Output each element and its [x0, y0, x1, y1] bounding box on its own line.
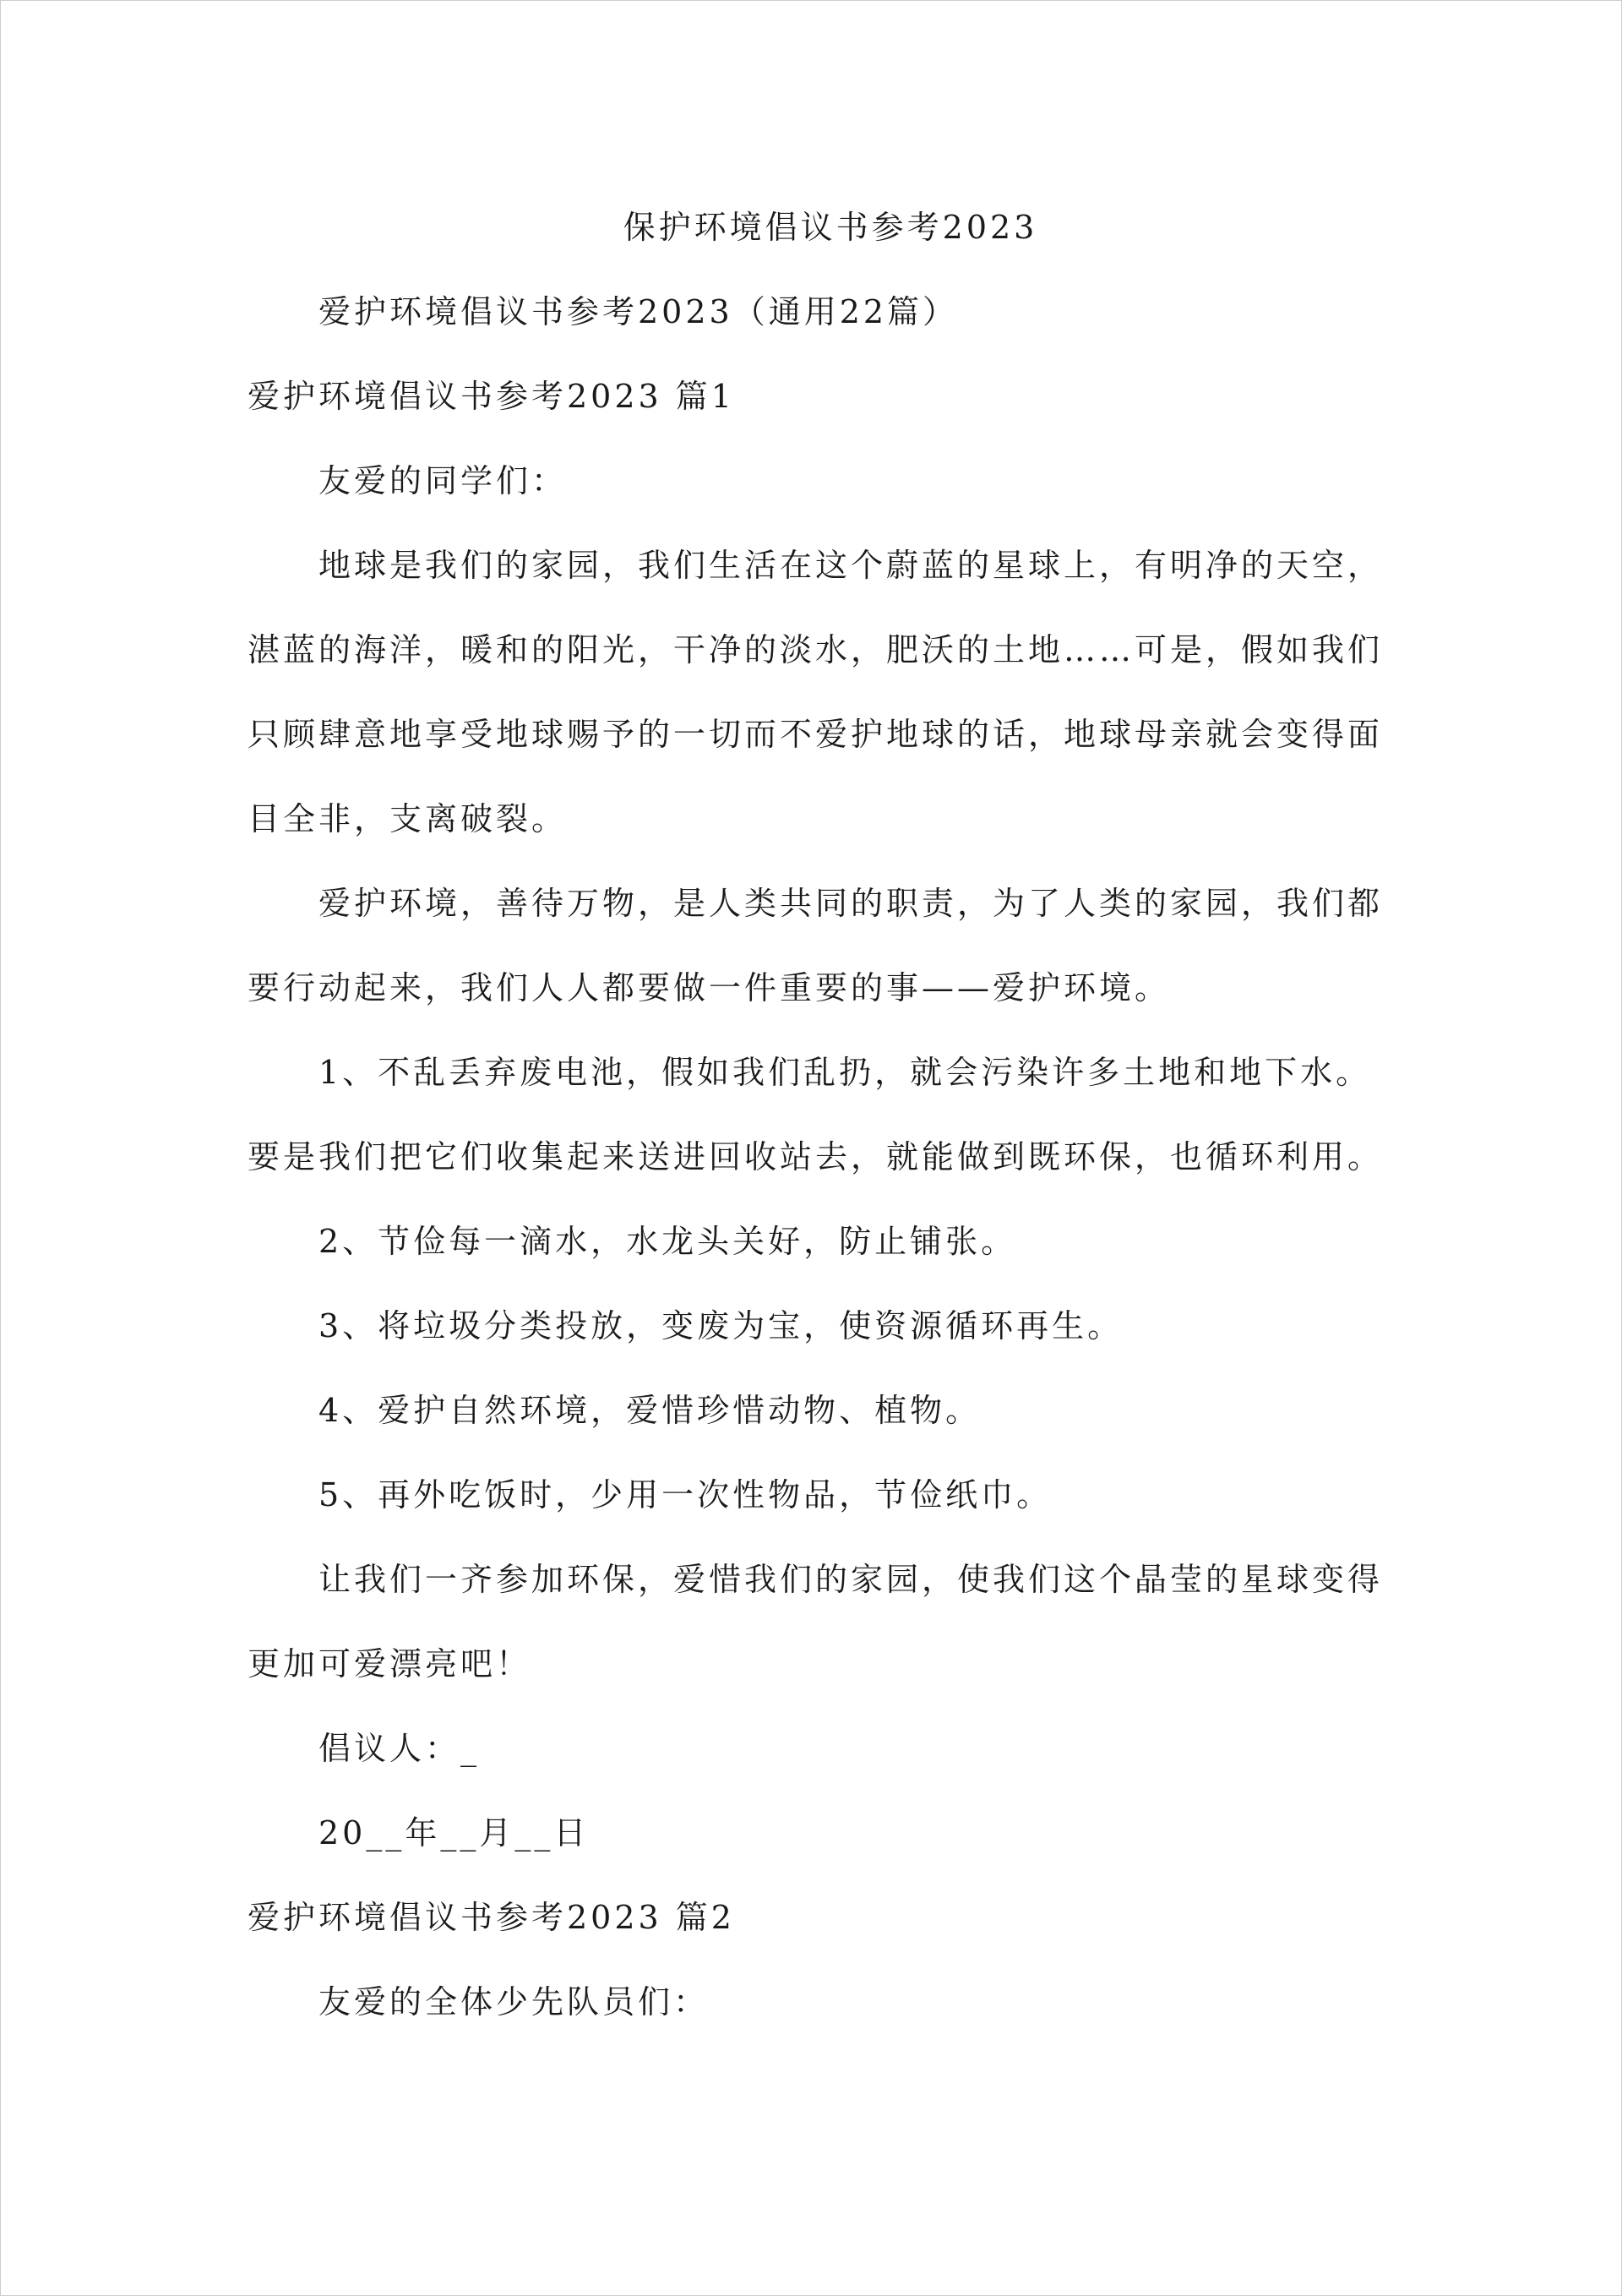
greeting-1: 友爱的同学们：: [318, 462, 568, 499]
section-heading-2: 爱护环境倡议书参考2023 篇2: [248, 1899, 735, 1936]
paragraph-line: 地球是我们的家园，我们生活在这个蔚蓝的星球上，有明净的天空，: [318, 547, 1384, 584]
list-item-1-cont: 要是我们把它们收集起来送进回收站去，就能做到既环保，也循环利用。: [248, 1138, 1384, 1175]
document-title: 保护环境倡议书参考2023: [623, 209, 1038, 246]
closing-line: 让我们一齐参加环保，爱惜我们的家园，使我们这个晶莹的星球变得: [318, 1561, 1384, 1598]
section-heading-1: 爱护环境倡议书参考2023 篇1: [248, 378, 735, 415]
document-subtitle: 爱护环境倡议书参考2023（通用22篇）: [318, 293, 959, 330]
paragraph-line: 要行动起来，我们人人都要做一件重要的事——爱护环境。: [248, 969, 1171, 1006]
signer-line: 倡议人：_: [318, 1730, 481, 1767]
paragraph-line: 只顾肆意地享受地球赐予的一切而不爱护地球的话，地球母亲就会变得面: [248, 716, 1384, 753]
list-item-5: 5、再外吃饭时，少用一次性物品，节俭纸巾。: [318, 1476, 1053, 1513]
paragraph-line: 目全非，支离破裂。: [248, 800, 568, 837]
list-item-2: 2、节俭每一滴水，水龙头关好，防止铺张。: [318, 1223, 1017, 1260]
paragraph-line: 湛蓝的海洋，暖和的阳光，干净的淡水，肥沃的土地……可是，假如我们: [248, 631, 1384, 668]
greeting-2: 友爱的全体少先队员们：: [318, 1983, 710, 2021]
list-item-4: 4、爱护自然环境，爱惜珍惜动物、植物。: [318, 1392, 982, 1429]
list-item-3: 3、将垃圾分类投放，变废为宝，使资源循环再生。: [318, 1307, 1124, 1344]
date-line: 20__年__月__日: [318, 1814, 590, 1852]
paragraph-line: 爱护环境，善待万物，是人类共同的职责，为了人类的家园，我们都: [318, 885, 1384, 922]
list-item-1: 1、不乱丢弃废电池，假如我们乱扔，就会污染许多土地和地下水。: [318, 1054, 1372, 1091]
closing-line: 更加可爱漂亮吧！: [248, 1645, 532, 1682]
